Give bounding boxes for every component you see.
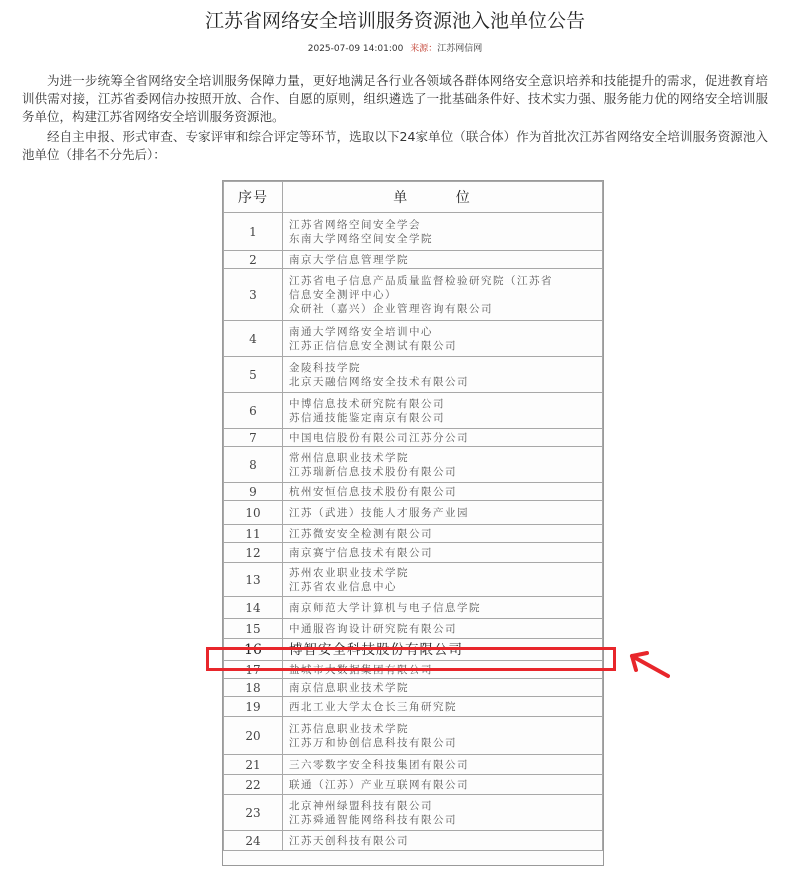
table-row	[224, 831, 603, 851]
row-units	[283, 429, 603, 447]
table-header-row	[224, 182, 603, 213]
row-number: 7	[224, 429, 283, 447]
table-row	[224, 213, 603, 251]
table-row	[224, 597, 603, 619]
unit-name: 江苏省电子信息产品质量监督检验研究院（江苏省	[289, 274, 553, 287]
source-link[interactable]: 江苏网信网	[437, 44, 483, 54]
unit-name: 中通服咨询设计研究院有限公司	[289, 622, 457, 635]
row-number: 14	[224, 597, 283, 619]
selection-paragraph: 经自主申报、形式审查、专家评审和综合评定等环节，选取以下24家单位（联合体）作为首批次江苏省网络安全培训服务资源池入池单位（排名不分先后）：	[22, 129, 768, 162]
row-number: 8	[224, 447, 283, 483]
row-number: 6	[224, 393, 283, 429]
table-row	[224, 393, 603, 429]
article-meta	[0, 43, 790, 55]
row-number: 23	[224, 795, 283, 831]
table-row	[224, 755, 603, 775]
row-number: 9	[224, 483, 283, 501]
publish-datetime: 2025-07-09 14:01:00	[307, 44, 404, 54]
row-number: 19	[224, 697, 283, 717]
unit-name: 江苏舜通智能网络科技有限公司	[289, 813, 457, 826]
table-row	[224, 251, 603, 269]
row-number: 18	[224, 679, 283, 697]
unit-name: 杭州安恒信息技术股份有限公司	[289, 485, 457, 498]
unit-name: 东南大学网络空间安全学院	[289, 232, 433, 245]
unit-name: 江苏正信信息安全测试有限公司	[289, 339, 457, 352]
row-number: 4	[224, 321, 283, 357]
row-number: 22	[224, 775, 283, 795]
row-units	[283, 563, 603, 597]
unit-name: 中国电信股份有限公司江苏分公司	[289, 431, 469, 444]
page-title: 江苏省网络安全培训服务资源池入池单位公告	[204, 10, 585, 32]
row-units	[283, 543, 603, 563]
table-row	[224, 679, 603, 697]
row-number: 11	[224, 525, 283, 543]
unit-name: 北京神州绿盟科技有限公司	[289, 799, 433, 812]
unit-name: 南通大学网络安全培训中心	[289, 325, 433, 338]
row-units	[283, 831, 603, 851]
unit-name: 苏信通技能鉴定南京有限公司	[289, 411, 445, 424]
unit-name: 南京赛宁信息技术有限公司	[289, 546, 433, 559]
header-number: 序号	[224, 182, 283, 213]
row-units	[283, 357, 603, 393]
row-number: 17	[224, 661, 283, 679]
unit-name: 江苏万和协创信息科技有限公司	[289, 736, 457, 749]
row-units	[283, 321, 603, 357]
table-row	[224, 525, 603, 543]
row-units	[283, 795, 603, 831]
unit-name: 江苏（武进）技能人才服务产业园	[289, 506, 469, 519]
unit-name: 三六零数字安全科技集团有限公司	[289, 758, 469, 771]
row-number: 15	[224, 619, 283, 639]
row-units	[283, 483, 603, 501]
row-units	[283, 619, 603, 639]
row-number: 20	[224, 717, 283, 755]
unit-name: 南京大学信息管理学院	[289, 253, 409, 266]
unit-name: 江苏省网络空间安全学会	[289, 218, 421, 231]
table-row	[224, 563, 603, 597]
unit-name: 苏州农业职业技术学院	[289, 566, 409, 579]
table-row	[224, 357, 603, 393]
unit-name: 博智安全科技股份有限公司	[289, 641, 463, 658]
row-units	[283, 755, 603, 775]
row-number: 2	[224, 251, 283, 269]
row-units	[283, 597, 603, 619]
intro-paragraph: 为进一步统筹全省网络安全培训服务保障力量，更好地满足各行业各领域各群体网络安全意识培养和技能提升的需求，促进教育培训供需对接，江苏省委网信办按照开放、合作、自愿的原则，组织遴选了一批基础条件好、技术实力强、服务能力优的网络安全培训服务单位，构建江苏省网络安全培训服务资源池。	[22, 73, 768, 124]
highlight-box	[206, 647, 616, 671]
row-number: 12	[224, 543, 283, 563]
row-units	[283, 501, 603, 525]
row-units	[283, 251, 603, 269]
unit-list-table	[222, 180, 604, 866]
table-row	[224, 501, 603, 525]
unit-name: 南京信息职业技术学院	[289, 681, 409, 694]
unit-name: 众研社（嘉兴）企业管理咨询有限公司	[289, 302, 493, 315]
table-row	[224, 619, 603, 639]
unit-name: 联通（江苏）产业互联网有限公司	[289, 778, 469, 791]
row-units	[283, 697, 603, 717]
row-units	[283, 679, 603, 697]
table-row	[224, 269, 603, 321]
row-units	[283, 393, 603, 429]
unit-name: 信息安全测评中心）	[289, 288, 397, 301]
source-label: 来源：	[410, 44, 438, 54]
row-number: 13	[224, 563, 283, 597]
unit-name: 江苏省农业信息中心	[289, 580, 397, 593]
row-number: 24	[224, 831, 283, 851]
unit-name: 江苏瑞新信息技术股份有限公司	[289, 465, 457, 478]
row-units	[283, 447, 603, 483]
unit-name: 江苏信息职业技术学院	[289, 722, 409, 735]
unit-name: 江苏微安安全检测有限公司	[289, 527, 433, 540]
row-number: 5	[224, 357, 283, 393]
header-unit: 单 位	[283, 182, 603, 213]
row-number: 16	[224, 639, 283, 661]
row-units	[283, 213, 603, 251]
unit-name: 南京师范大学计算机与电子信息学院	[289, 601, 481, 614]
row-units	[283, 269, 603, 321]
unit-name: 西北工业大学太仓长三角研究院	[289, 700, 457, 713]
row-number: 21	[224, 755, 283, 775]
row-number: 10	[224, 501, 283, 525]
row-units	[283, 775, 603, 795]
unit-name: 盐城市大数据集团有限公司	[289, 663, 433, 676]
unit-name: 常州信息职业技术学院	[289, 451, 409, 464]
row-number: 3	[224, 269, 283, 321]
table-row	[224, 775, 603, 795]
table-body	[224, 213, 603, 851]
red-arrow-icon	[624, 646, 670, 682]
table-row	[224, 543, 603, 563]
table-row	[224, 795, 603, 831]
row-units	[283, 717, 603, 755]
table-row	[224, 447, 603, 483]
unit-name: 北京天融信网络安全技术有限公司	[289, 375, 469, 388]
unit-name: 中博信息技术研究院有限公司	[289, 397, 445, 410]
unit-name: 金陵科技学院	[289, 361, 361, 374]
table-row	[224, 321, 603, 357]
row-number: 1	[224, 213, 283, 251]
row-units	[283, 525, 603, 543]
table-row	[224, 483, 603, 501]
table-row	[224, 717, 603, 755]
table-row	[224, 429, 603, 447]
table-row	[224, 697, 603, 717]
unit-name: 江苏天创科技有限公司	[289, 834, 409, 847]
